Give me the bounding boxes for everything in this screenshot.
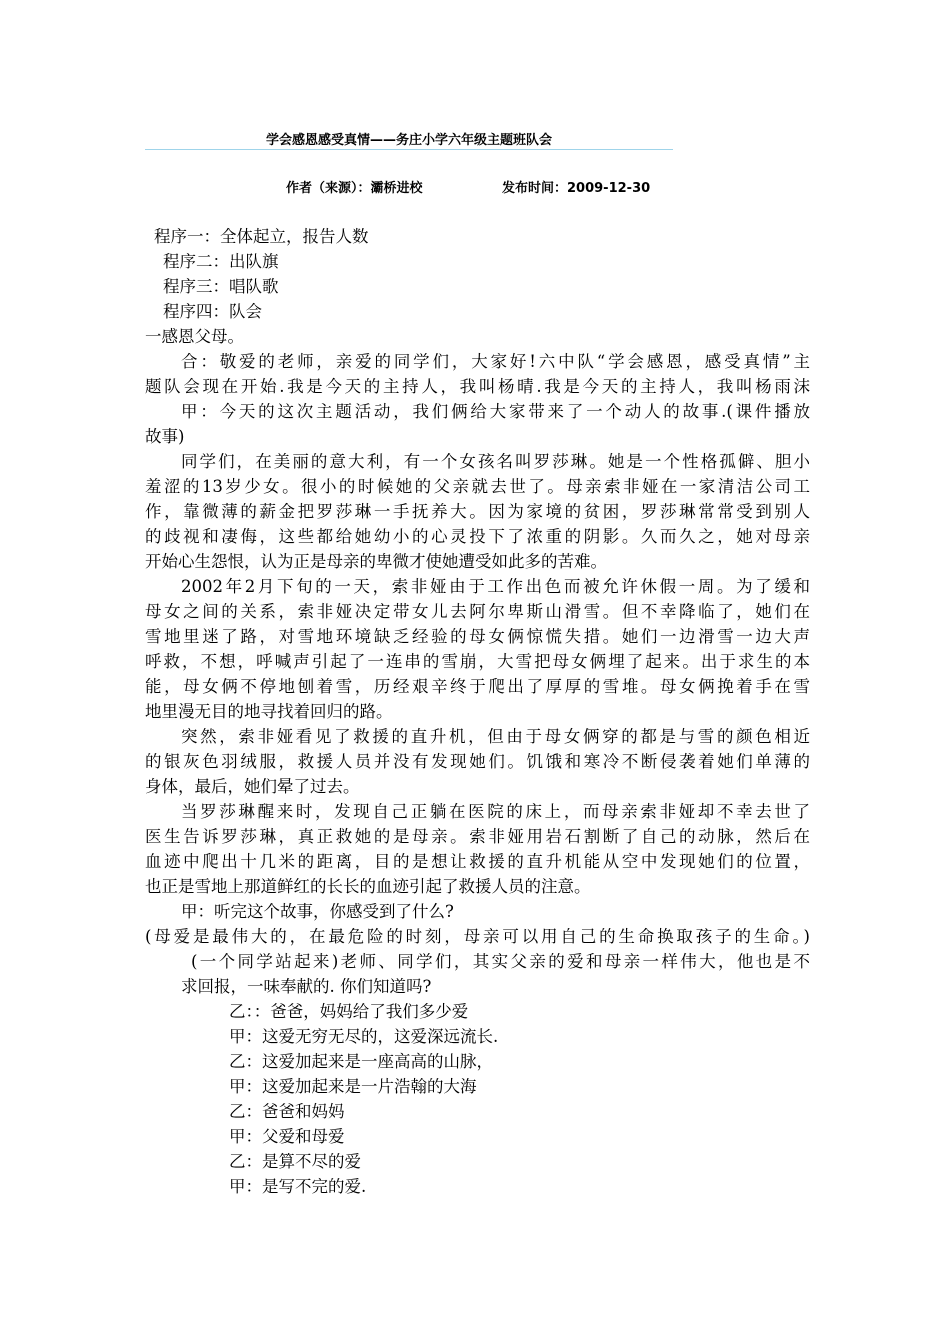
dialogue-line: 甲：是写不完的爱. [229, 1177, 367, 1196]
text-line: (一个同学站起来)老师、同学们，其实父亲的爱和母亲一样伟大，他也是不 [191, 952, 810, 971]
program-item: 程序三：唱队歌 [163, 277, 279, 296]
text-line: 羞涩的13岁少女。很小的时候她的父亲就去世了。母亲索非娅在一家清洁公司工 [145, 477, 810, 496]
text-line: 题队会现在开始.我是今天的主持人，我叫杨晴.我是今天的主持人，我叫杨雨沫 [145, 377, 810, 396]
dialogue-line: 乙：：爸爸，妈妈给了我们多少爱 [229, 1002, 469, 1021]
text-line: 雪地里迷了路，对雪地环境缺乏经验的母女俩惊慌失措。她们一边滑雪一边大声 [145, 627, 810, 646]
text-line: 能，母女俩不停地刨着雪，历经艰辛终于爬出了厚厚的雪堆。母女俩挽着手在雪 [145, 677, 810, 696]
text-line: (母爱是最伟大的，在最危险的时刻，母亲可以用自己的生命换取孩子的生命。) [145, 927, 810, 946]
text-line: 呼救，不想，呼喊声引起了一连串的雪崩，大雪把母女俩埋了起来。出于求生的本 [145, 652, 810, 671]
text-line: 作，靠微薄的薪金把罗莎琳一手抚养大。因为家境的贫困，罗莎琳常常受到别人 [145, 502, 810, 521]
page-title: 学会感恩感受真情——务庄小学六年级主题班队会 [265, 133, 552, 148]
text-line: 母女之间的关系，索非娅决定带女儿去阿尔卑斯山滑雪。但不幸降临了，她们在 [145, 602, 810, 621]
text-line: 的银灰色羽绒服，救援人员并没有发现她们。饥饿和寒冷不断侵袭着她们单薄的 [145, 752, 810, 771]
dialogue-line: 甲：这爱加起来是一片浩翰的大海 [229, 1077, 477, 1096]
text-line: 的歧视和凄侮，这些都给她幼小的心灵投下了浓重的阴影。久而久之，她对母亲 [145, 527, 810, 546]
text-line: 医生告诉罗莎琳，真正救她的是母亲。索非娅用岩石割断了自己的动脉，然后在 [145, 827, 810, 846]
text-line: 血迹中爬出十几米的距离，目的是想让救援的直升机能从空中发现她们的位置， [145, 852, 810, 871]
publish-date: 发布时间：2009-12-30 [502, 181, 651, 196]
text-line: 身体，最后，她们晕了过去。 [145, 777, 360, 796]
title-divider [145, 149, 673, 150]
program-item: 程序四：队会 [163, 302, 262, 321]
text-line: 突然，索非娅看见了救援的直升机，但由于母女俩穿的都是与雪的颜色相近 [181, 727, 810, 746]
text-line: 同学们，在美丽的意大利，有一个女孩名叫罗莎琳。她是一个性格孤僻、胆小 [181, 452, 810, 471]
text-line: 也正是雪地上那道鲜红的长长的血迹引起了救援人员的注意。 [145, 877, 591, 896]
text-line: 故事) [145, 427, 185, 446]
text-line: 2002年2月下旬的一天，索非娅由于工作出色而被允许休假一周。为了缓和 [181, 577, 810, 596]
dialogue-line: 乙：爸爸和妈妈 [229, 1102, 345, 1121]
text-line: 甲：听完这个故事，你感受到了什么? [181, 902, 454, 921]
text-line: 合：敬爱的老师，亲爱的同学们，大家好!六中队“学会感恩，感受真情”主 [181, 352, 810, 371]
text-line: 甲：今天的这次主题活动，我们俩给大家带来了一个动人的故事.(课件播放 [181, 402, 810, 421]
author-source: 作者（来源）：灞桥进校 [286, 181, 423, 196]
dialogue-line: 乙：这爱加起来是一座高高的山脉， [229, 1052, 493, 1071]
program-item: 程序一：全体起立，报告人数 [154, 227, 369, 246]
text-line: 当罗莎琳醒来时，发现自己正躺在医院的床上，而母亲索非娅却不幸去世了 [181, 802, 810, 821]
dialogue-line: 甲：这爱无穷无尽的，这爱深远流长. [229, 1027, 499, 1046]
text-line: 地里漫无目的地寻找着回归的路。 [145, 702, 393, 721]
dialogue-line: 甲：父爱和母爱 [229, 1127, 345, 1146]
article-body [145, 224, 810, 1199]
text-line: 求回报，一味奉献的. 你们知道吗? [181, 977, 432, 996]
section-heading: 一感恩父母。 [145, 327, 244, 346]
text-line: 开始心生怨恨，认为正是母亲的卑微才使她遭受如此多的苦难。 [145, 552, 607, 571]
program-item: 程序二：出队旗 [163, 252, 279, 271]
dialogue-line: 乙：是算不尽的爱 [229, 1152, 361, 1171]
